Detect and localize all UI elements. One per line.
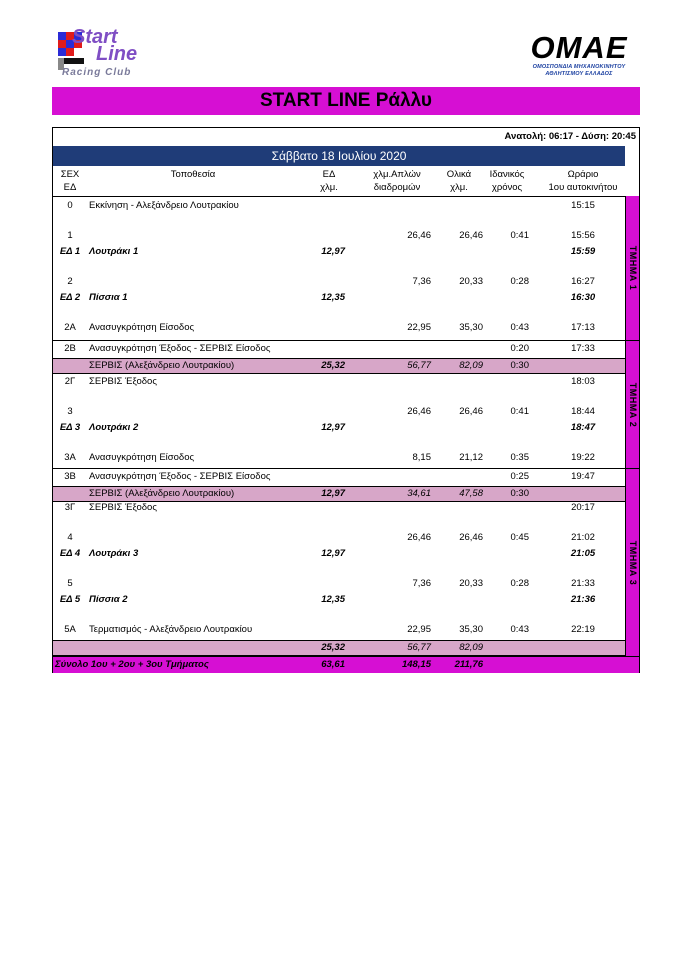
- header-ed-km: ΕΔ χλμ.: [320, 169, 338, 193]
- grand-total-row: [53, 656, 639, 673]
- cell-ideal: 0:45: [510, 532, 529, 543]
- logo-text-start: Start: [72, 26, 118, 48]
- start-line-logo: [54, 26, 164, 86]
- cell-simple: 56,77: [407, 642, 431, 653]
- cell-loc: ΣΕΡΒΙΣ (Αλεξάνδρειο Λουτρακίου): [89, 488, 235, 499]
- cell-ed: 12,35: [321, 594, 345, 605]
- cell-loc: Ανασυγκρότηση Είσοδος: [89, 452, 195, 463]
- cell-time: 21:33: [571, 578, 595, 589]
- table-row: [53, 640, 625, 656]
- cell-time: 21:05: [570, 548, 596, 559]
- table-row: [53, 404, 625, 420]
- table-row: [53, 320, 625, 336]
- cell-sec: ΕΔ 3: [59, 422, 81, 433]
- cell-loc: Ανασυγκρότηση Είσοδος: [89, 322, 195, 333]
- cell-time: 18:44: [571, 406, 595, 417]
- cell-time: 15:15: [571, 200, 595, 211]
- cell-total: 26,46: [459, 230, 483, 241]
- cell-total: 26,46: [459, 532, 483, 543]
- cell-simple: 26,46: [407, 230, 431, 241]
- cell-ed: 25,32: [321, 642, 345, 653]
- cell-ed: 12,97: [321, 488, 345, 499]
- cell-time: 17:33: [571, 343, 595, 354]
- table-row: [53, 420, 625, 436]
- cell-total: 35,30: [459, 322, 483, 333]
- section-band-2: ΤΜΗΜΑ 2: [625, 340, 639, 468]
- cell-ed: 12,35: [321, 292, 345, 303]
- date-header: Σάββατο 18 Ιουλίου 2020: [53, 146, 625, 166]
- cell-sec: 2Γ: [64, 376, 76, 387]
- cell-sec: 5Α: [64, 624, 76, 635]
- table-row: [53, 592, 625, 608]
- cell-sec: 3Α: [64, 452, 76, 463]
- cell-time: 21:36: [570, 594, 596, 605]
- cell-loc: Ανασυγκρότηση Έξοδος - ΣΕΡΒΙΣ Είσοδος: [89, 471, 271, 482]
- cell-sec: ΕΔ 5: [59, 594, 81, 605]
- cell-ideal: 0:28: [510, 276, 529, 287]
- cell-simple: 7,36: [412, 578, 431, 589]
- table-row: [53, 374, 625, 390]
- table-row: [53, 290, 625, 306]
- section-band-3: ΤΜΗΜΑ 3: [625, 468, 639, 656]
- cell-ideal: 0:35: [510, 452, 529, 463]
- cell-ed: 25,32: [321, 360, 345, 371]
- cell-loc: Πίσσια 2: [89, 594, 128, 605]
- cell-ideal: 0:41: [510, 406, 529, 417]
- header-sec: ΣΕΧ ΕΔ: [60, 169, 80, 193]
- cell-simple: 8,15: [412, 452, 431, 463]
- table-row: [53, 244, 625, 260]
- grand-total-ed: 63,61: [321, 659, 345, 670]
- grand-total-label: Σύνολο 1ου + 2ου + 3ου Τμήματος: [55, 659, 209, 670]
- cell-time: 15:56: [571, 230, 595, 241]
- cell-total: 82,09: [459, 360, 483, 371]
- sunrise-sunset-text: Ανατολή: 06:17 - Δύση: 20:45: [504, 131, 636, 142]
- table-row: [53, 450, 625, 466]
- cell-loc: ΣΕΡΒΙΣ (Αλεξάνδρειο Λουτρακίου): [89, 360, 235, 371]
- table-row: [53, 576, 625, 592]
- cell-sec: 2Β: [64, 343, 76, 354]
- cell-loc: Εκκίνηση - Αλεξάνδρειο Λουτρακίου: [89, 200, 239, 211]
- table-header: [53, 166, 625, 197]
- cell-simple: 22,95: [407, 322, 431, 333]
- cell-loc: Λουτράκι 2: [89, 422, 139, 433]
- cell-sec: 2Α: [64, 322, 76, 333]
- cell-ideal: 0:25: [510, 471, 529, 482]
- cell-loc: Λουτράκι 3: [89, 548, 139, 559]
- cell-loc: Ανασυγκρότηση Έξοδος - ΣΕΡΒΙΣ Είσοδος: [89, 343, 271, 354]
- cell-loc: Πίσσια 1: [89, 292, 128, 303]
- cell-simple: 7,36: [412, 276, 431, 287]
- cell-total: 47,58: [459, 488, 483, 499]
- cell-time: 20:17: [571, 502, 595, 513]
- table-row: [53, 228, 625, 244]
- cell-time: 22:19: [571, 624, 595, 635]
- cell-simple: 26,46: [407, 406, 431, 417]
- table-row: [53, 198, 625, 214]
- cell-total: 82,09: [459, 642, 483, 653]
- cell-sec: 3Γ: [64, 502, 76, 513]
- logo-text-racing-club: Racing Club: [62, 67, 132, 78]
- cell-sec: 1: [67, 230, 73, 241]
- grand-total-total: 211,76: [454, 659, 483, 670]
- cell-ideal: 0:43: [510, 624, 529, 635]
- cell-sec: ΕΔ 1: [59, 246, 81, 257]
- cell-time: 16:30: [570, 292, 596, 303]
- sunrise-sunset: [53, 128, 639, 146]
- cell-time: 19:22: [571, 452, 595, 463]
- cell-sec: ΕΔ 4: [59, 548, 81, 559]
- cell-sec: 5: [67, 578, 73, 589]
- cell-ideal: 0:30: [510, 488, 529, 499]
- logo-text-line: Line: [96, 43, 138, 65]
- omae-subtitle-2: ΑΘΛΗΤΙΣΜΟΥ ΕΛΛΑΔΟΣ: [545, 70, 613, 77]
- cell-simple: 56,77: [407, 360, 431, 371]
- cell-sec: 2: [67, 276, 73, 287]
- table-row: [53, 468, 625, 485]
- header-total-km: Ολικά χλμ.: [446, 169, 472, 193]
- cell-loc: ΣΕΡΒΙΣ Έξοδος: [89, 502, 157, 513]
- cell-sec: ΕΔ 2: [59, 292, 81, 303]
- table-row: [53, 622, 625, 638]
- table-row: [53, 546, 625, 562]
- cell-time: 18:03: [571, 376, 595, 387]
- cell-loc: ΣΕΡΒΙΣ Έξοδος: [89, 376, 157, 387]
- cell-time: 16:27: [571, 276, 595, 287]
- cell-total: 20,33: [459, 578, 483, 589]
- cell-ideal: 0:43: [510, 322, 529, 333]
- cell-loc: Λουτράκι 1: [89, 246, 139, 257]
- cell-time: 18:47: [570, 422, 596, 433]
- cell-total: 35,30: [459, 624, 483, 635]
- cell-total: 20,33: [459, 276, 483, 287]
- omae-logo: [524, 32, 634, 82]
- cell-time: 19:47: [571, 471, 595, 482]
- table-row: [53, 530, 625, 546]
- cell-sec: 4: [67, 532, 73, 543]
- omae-logo-text: ΟΜΑΕ: [530, 30, 628, 65]
- itinerary-table: [52, 127, 640, 673]
- header-ideal-time: Ιδανικός χρόνος: [489, 169, 525, 193]
- cell-time: 21:02: [571, 532, 595, 543]
- cell-total: 26,46: [459, 406, 483, 417]
- cell-ed: 12,97: [321, 548, 345, 559]
- cell-ideal: 0:30: [510, 360, 529, 371]
- omae-subtitle-1: ΟΜΟΣΠΟΝΔΙΑ ΜΗΧΑΝΟΚΙΝΗΤΟΥ: [532, 64, 626, 70]
- cell-simple: 22,95: [407, 624, 431, 635]
- cell-ideal: 0:41: [510, 230, 529, 241]
- cell-simple: 26,46: [407, 532, 431, 543]
- header-simple-km: χλμ.Απλών διαδρομών: [373, 169, 421, 193]
- cell-time: 15:59: [570, 246, 596, 257]
- cell-sec: 0: [67, 200, 73, 211]
- header-schedule: Ωράριο 1ου αυτοκινήτου: [548, 169, 618, 193]
- cell-sec: 3: [67, 406, 73, 417]
- table-row: [53, 500, 625, 516]
- cell-ideal: 0:20: [510, 343, 529, 354]
- cell-ed: 12,97: [321, 422, 345, 433]
- table-row: [53, 340, 625, 357]
- cell-simple: 34,61: [407, 488, 431, 499]
- cell-loc: Τερματισμός - Αλεξάνδρειο Λουτρακίου: [89, 624, 253, 635]
- grand-total-simple: 148,15: [401, 659, 431, 670]
- page-title: START LINE Ράλλυ: [52, 87, 640, 115]
- table-row: [53, 358, 625, 374]
- section-band-1: ΤΜΗΜΑ 1: [625, 196, 639, 340]
- table-row: [53, 274, 625, 290]
- header-location: Τοποθεσία: [170, 169, 216, 180]
- cell-sec: 3Β: [64, 471, 76, 482]
- cell-ideal: 0:28: [510, 578, 529, 589]
- cell-time: 17:13: [571, 322, 595, 333]
- cell-total: 21,12: [459, 452, 483, 463]
- cell-ed: 12,97: [321, 246, 345, 257]
